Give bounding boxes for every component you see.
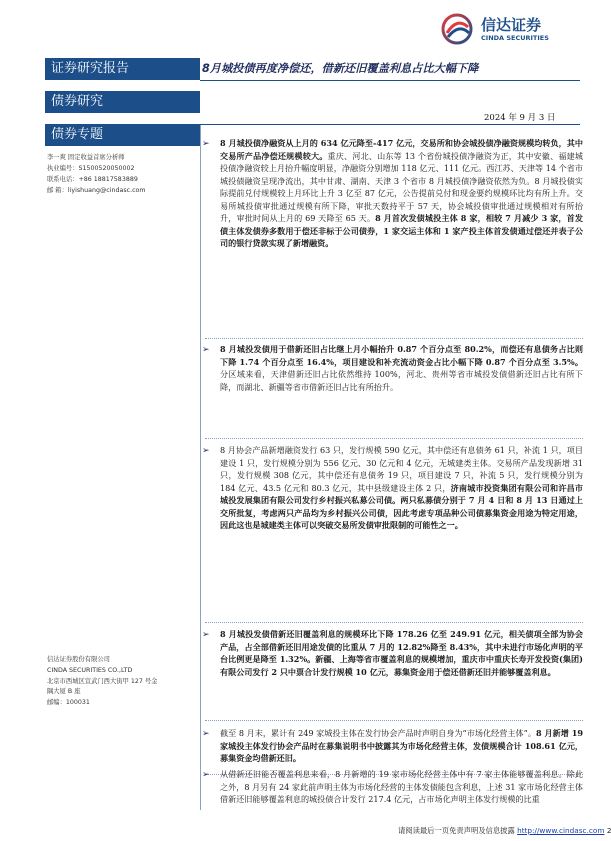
- report-title: 8月城投债再度净偿还，借新还旧覆盖利息占比大幅下降: [202, 62, 479, 75]
- sidebar-label-bond-research: [45, 91, 200, 113]
- report-date: 2024 年 9 月 3 日: [484, 113, 556, 123]
- paragraph-separator: [205, 438, 583, 439]
- paragraph-1-text: 重庆、河北、山东等 13 个省份城投债净融资为正，其中安徽、福建城投债净融资较上月抬升幅度明显，净融资分别增加 118 亿元、111 亿元。西江苏、天津等 14 个省市城投债融资呈现净流出，其中甘肃、湖南、天津 3 个省市 8 月城投债净融资依然为负。8 月城投债实际提前兑付规模较上月环比上升 3 亿至 87 亿元，公告提前兑付和现金要约规模环比均有所上升。交易所城投债审批通过规模有所下降，审批天数持平于 57 天，协会城投债审批通过规模相对有所抬升，审批时间从上月的 69 天降至 65 天。: [220, 150, 583, 223]
- sidebar-label-research-report: [45, 58, 200, 80]
- paragraph-5-bold-tail: 8 月新增 19 家城投主体发行协会产品时在募集说明书中披露其为市场化经营主体，发债规模合计 108.61 亿元，募集资金均借新还旧。: [220, 728, 583, 763]
- bullet-arrow-icon: ➢: [202, 630, 210, 640]
- paragraph-1: [220, 137, 583, 250]
- sidebar-label-text: 证券研究报告: [51, 61, 130, 76]
- sidebar-label-bond-topic: [45, 124, 200, 146]
- company-info: [47, 655, 197, 709]
- paragraph-3: [220, 444, 583, 532]
- page-number: 2: [606, 826, 611, 835]
- analyst-license: 执业编号：S1500520050002: [47, 165, 135, 172]
- paragraph-separator: [205, 338, 583, 339]
- paragraph-separator: [205, 720, 583, 721]
- paragraph-3-bold-tail: 济南城市投资集团有限公司和许昌市城投发展集团有限公司发行乡村振兴私募公司债。两只私募债分别于 7 月 4 日和 8 月 13 日通过上交所批复，考虑两只产品均为乡村振兴公司债，因此考虑专项品种公司债募集资金用途为特定用途，因此这也是城建类主体可以突破交易所发债审批限制的可能性之一。: [220, 482, 583, 530]
- bullet-arrow-icon: ➢: [202, 345, 210, 355]
- company-name-en: CINDA SECURITIES CO.,LTD: [47, 666, 133, 674]
- sidebar-label-text: 债券专题: [51, 127, 104, 142]
- company-name-cn: 信达证券股份有限公司: [47, 656, 110, 663]
- analyst-email: 邮 箱：liyishuang@cindasc.com: [47, 187, 146, 194]
- sidebar-label-text: 债券研究: [51, 94, 104, 109]
- cinda-logo: [441, 13, 581, 45]
- company-postcode: 邮编：100031: [47, 699, 90, 707]
- paragraph-2: [220, 343, 583, 393]
- company-address-1: 北京市西城区宣武门西大街甲 127 号金: [47, 677, 158, 685]
- analyst-phone: 联系电话：+86 18817583889: [47, 176, 138, 183]
- brand-name-en: CINDA SECURITIES: [481, 34, 549, 42]
- paragraph-separator: [205, 622, 583, 623]
- paragraph-4: [220, 628, 583, 678]
- paragraph-6: [220, 768, 583, 813]
- bullet-arrow-icon: ➢: [202, 729, 210, 739]
- paragraph-2-text: 分区域来看，天津借新还旧占比依然维持 100%，河北、贵州等省市城投发债借新还旧占比有所下降，而湖北、新疆等省市借新还旧占比有所抬升。: [220, 369, 583, 392]
- paragraph-1-bold-lead: 8 月城投债净融资从上月的 634 亿元降至-417 亿元，交易所和协会城投债净融资规模均转负，其中交易所产品净偿还规模较大。: [220, 138, 583, 161]
- paragraph-5-text: 截至 8 月末，累计有 249 家城投主体在发行协会产品时声明自身为“市场化经营主体”。: [220, 728, 536, 738]
- bullet-arrow-icon: ➢: [202, 770, 210, 780]
- paragraph-2-bold-lead: 8 月城投发债用于借新还旧占比继上月小幅抬升 0.87 个百分点至 80.2%，而偿还有息债务占比则下降 1.74 个百分点至 16.4%，项目建设和补充流动资金占比小幅下降 0.87 个百分点至 3.5%。: [220, 344, 583, 367]
- paragraph-5: [220, 727, 583, 765]
- footer-website-link[interactable]: http://www.cindasc.com: [517, 826, 605, 835]
- paragraph-1-bold-tail: 8 月首次发债城投主体 8 家，相较 7 月减少 3 家，首发债主体发债券多数用于偿还非标于公司债券，1 家交运主体和 1 家产投主体首发债通过偿还并表子公司的银行贷款实现了新增融资。: [220, 213, 583, 248]
- company-address-2: 隅大厦 B 座: [47, 688, 81, 696]
- paragraph-6-text: 从借新还旧能否覆盖利息来看，8 月新增的 19 家市场化经营主体中有 7 家主体能够覆盖利息。除此之外，8 月另有 24 家此前声明主体为市场化经营的主体发债能包含利息，上述 31 家市场化经营主体借新还旧能够覆盖利息的城投债合计发行 217.4 亿元，占市场化声明主体发行规模的比重: [220, 769, 583, 804]
- page-footer: [398, 826, 611, 836]
- bullet-arrow-icon: ➢: [202, 139, 210, 149]
- bullet-arrow-icon: ➢: [202, 446, 210, 456]
- date-divider: [200, 124, 580, 125]
- brand-name-cn: 信达证券: [481, 16, 542, 34]
- analyst-name-title: 李一爽 固定收益首席分析师: [47, 154, 125, 161]
- analyst-info: [47, 152, 197, 196]
- footer-disclaimer: 请阅读最后一页免责声明及信息披露: [398, 826, 515, 835]
- paragraph-4-bold-lead: 8 月城投发债借新还旧覆盖利息的规模环比下降 178.26 亿至 249.91 亿元，相关债项全部为协会产品，占全部借新还旧用途发债的比重从 7 月的 12.82%降至 8.43%，其中未进行市场化声明的平台比例更是降至 1.32%。新疆、上海等省市覆盖利息的规模增加，重庆市中重庆长寿开发投资(集团)有限公司发行 2 只中票合计发行规模 10 亿元，募集资金用于偿还借新还旧并能够覆盖利息。: [220, 629, 583, 677]
- paragraph-3-text: 8 月协会产品新增融资发行 63 只，发行规模 590 亿元，其中偿还有息债务 61 只，补流 1 只，项目建设 1 只，发行规模分别为 556 亿元、30 亿元和 4 亿元，无城建类主体。交易所产品发现新增 31 只，发行规模 308 亿元，其中偿还有息债务 19 只，项目建设 7 只，补流 5 只，发行规模分别为 184 亿元、43.5 亿元和 80.3 亿元，其中县级建设主体 2 只，: [220, 445, 583, 493]
- title-divider: [200, 80, 580, 81]
- column-divider: [200, 125, 201, 810]
